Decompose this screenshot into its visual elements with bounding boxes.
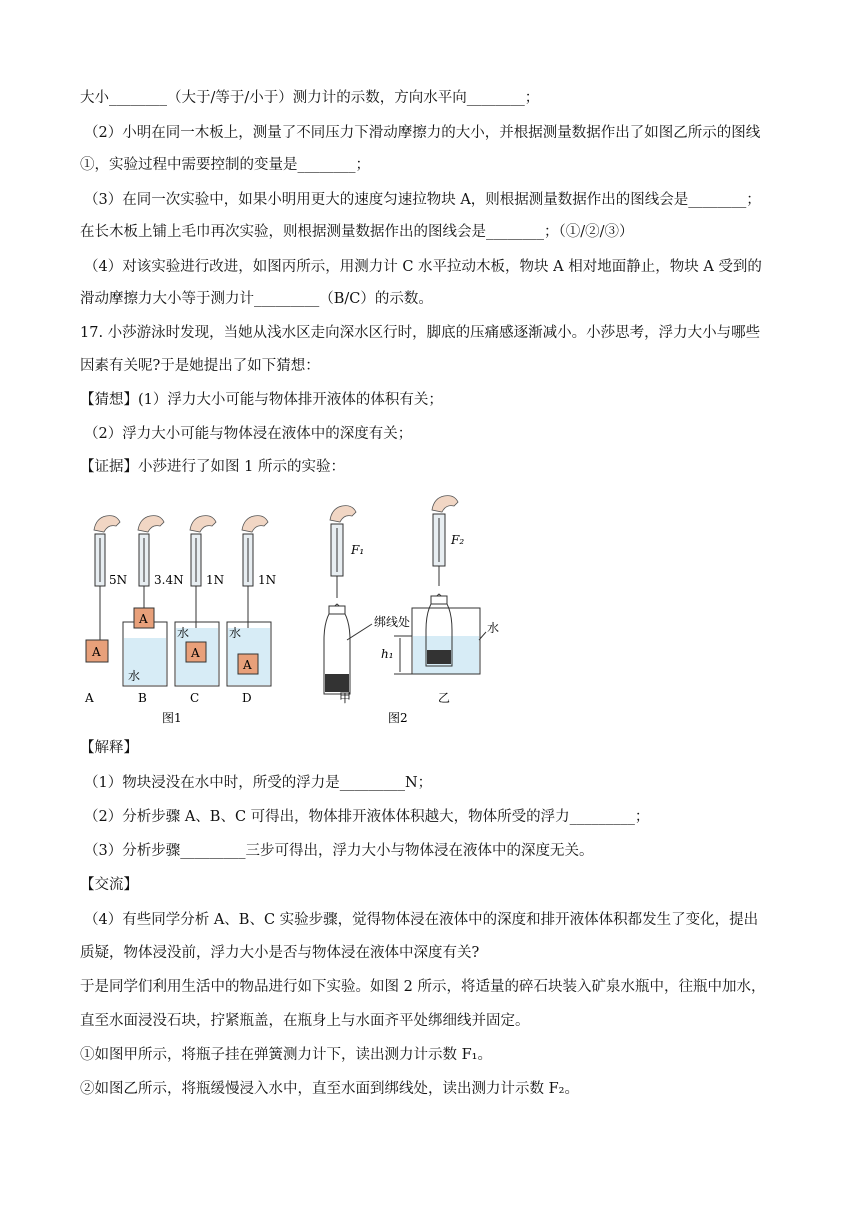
bottle-jia	[324, 506, 356, 694]
label-jia: 甲	[339, 691, 352, 705]
step-jia: ①如图甲所示，将瓶子挂在弹簧测力计下，读出测力计示数 F₁。	[80, 1047, 492, 1063]
explanation-q2: （2）分析步骤 A、B、C 可得出，物体排开液体体积越大，物体所受的浮力_________；	[84, 809, 650, 825]
text-line-4: （3）在同一次实验中，如果小明用更大的速度匀速拉物块 A，则根据测量数据作出的图线会是________；	[84, 192, 761, 208]
evidence-heading: 【证据】小莎进行了如图 1 所示的实验：	[80, 459, 345, 475]
label-yi: 乙	[438, 691, 451, 705]
discussion-q4-line-2: 质疑，物体浸没前，浮力大小是否与物体浸在液体中深度有关?	[80, 945, 480, 961]
label-h1: h₁	[381, 647, 394, 661]
step-label-a: A	[85, 691, 94, 705]
rope-label: 绑线处	[374, 615, 411, 629]
hypothesis-2: （2）浮力大小可能与物体浸在液体中的深度有关；	[84, 426, 413, 442]
block-label-c: A	[191, 646, 200, 660]
step-yi: ②如图乙所示，将瓶缓慢浸入水中，直至水面到绑线处，读出测力计示数 F₂。	[80, 1081, 579, 1097]
reading-a: 5N	[109, 573, 128, 587]
discussion-heading: 【交流】	[80, 877, 138, 893]
label-f1: F₁	[351, 543, 365, 557]
block-label-d: A	[243, 658, 252, 672]
bottle-yi	[394, 496, 486, 674]
text-line-6: （4）对该实验进行改进，如图丙所示，用测力计 C 水平拉动木板，物块 A 相对地面静止，物块 A 受到的	[84, 259, 762, 275]
hypothesis-1: 【猜想】(1）浮力大小可能与物体排开液体的体积有关；	[80, 392, 443, 408]
text-line-1: 大小________（大于/等于/小于）测力计的示数，方向水平向________；	[80, 90, 540, 106]
water-label-b: 水	[128, 669, 141, 683]
experiment-line-1: 于是同学们利用生活中的物品进行如下实验。如图 2 所示，将适量的碎石块装入矿泉水瓶中，往瓶中加水，	[80, 979, 766, 995]
reading-d: 1N	[258, 573, 277, 587]
water-label-yi: 水	[487, 621, 500, 635]
text-line-5: 在长木板上铺上毛巾再次实验，则根据测量数据作出的图线会是________；（①/②/③）	[80, 224, 634, 240]
question-17-line-2: 因素有关呢?于是她提出了如下猜想：	[80, 358, 320, 374]
figure-2-caption: 图2	[388, 711, 408, 725]
explanation-q3: （3）分析步骤_________三步可得出，浮力大小与物体浸在液体中的深度无关。	[84, 843, 594, 859]
explanation-heading: 【解释】	[80, 740, 138, 756]
block-label-a: A	[92, 645, 101, 659]
reading-b: 3.4N	[154, 573, 184, 587]
step-label-c: C	[190, 691, 200, 705]
experiment-line-2: 直至水面浸没石块，拧紧瓶盖，在瓶身上与水面齐平处绑细线并固定。	[80, 1013, 530, 1029]
text-line-2: （2）小明在同一木板上，测量了不同压力下滑动摩擦力的大小，并根据测量数据作出了如图乙所示的图线	[84, 125, 761, 141]
step-label-b: B	[138, 691, 147, 705]
scale-c	[175, 516, 219, 686]
text-line-7: 滑动摩擦力大小等于测力计_________（B/C）的示数。	[80, 291, 433, 307]
water-label-c: 水	[177, 626, 190, 640]
text-line-3: ①，实验过程中需要控制的变量是________；	[80, 157, 370, 173]
water-label-d: 水	[229, 626, 242, 640]
block-label-b: A	[139, 612, 148, 626]
explanation-q1: （1）物块浸没在水中时，所受的浮力是_________N；	[84, 775, 433, 791]
question-17-line-1: 17. 小莎游泳时发现，当她从浅水区走向深水区行时，脚底的压痛感逐渐减小。小莎思考，浮力大小与哪些	[80, 325, 761, 341]
scale-a	[86, 516, 120, 662]
step-label-d: D	[242, 691, 252, 705]
discussion-q4-line-1: （4）有些同学分析 A、B、C 实验步骤，觉得物体浸在液体中的深度和排开液体体积都发生了变化，提出	[84, 912, 759, 928]
label-f2: F₂	[451, 533, 465, 547]
experiment-figure	[76, 490, 506, 730]
scale-b	[123, 516, 167, 686]
reading-c: 1N	[206, 573, 225, 587]
figure-1-caption: 图1	[162, 711, 182, 725]
